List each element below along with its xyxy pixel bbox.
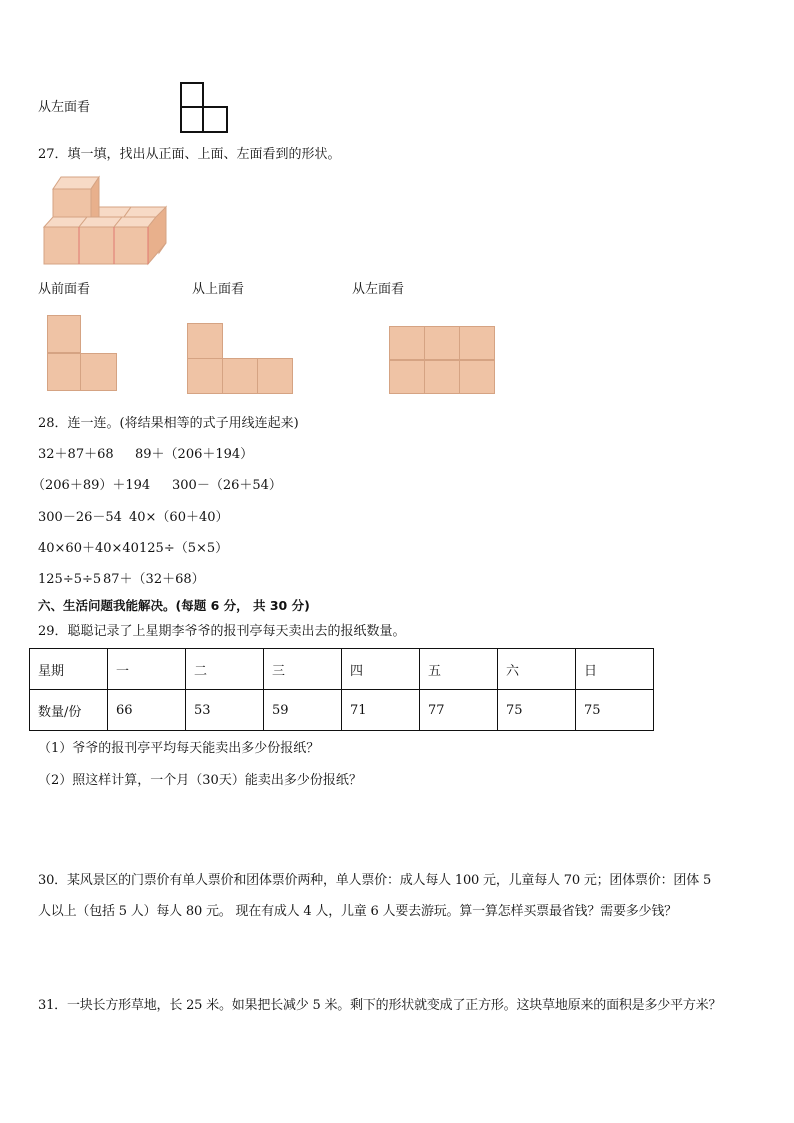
table-header-cell: 六 — [498, 649, 576, 690]
q29-subquestion-1: （1）爷爷的报刊亭平均每天能卖出多少份报纸？ — [38, 741, 320, 756]
top-view-figure — [187, 323, 293, 394]
table-cell: 66 — [108, 690, 186, 731]
q31-text: 31．一块长方形草地，长 25 米。如果把长减少 5 米。剩下的形状就变成了正方形。这块草地原来的面积是多少平方米？ — [38, 998, 722, 1013]
expr-right[interactable]: 89＋（206＋194） — [135, 447, 254, 462]
left-view-square — [180, 82, 204, 108]
q30-text-line2: 人以上（包括 5 人）每人 80 元。 现在有成人 4 人，儿童 6 人要去游玩。算一算怎样买票最省钱？需要多少钱？ — [38, 904, 677, 919]
view-square — [459, 360, 495, 394]
sales-table — [29, 648, 654, 731]
table-cell: 59 — [264, 690, 342, 731]
left-view-figure — [180, 82, 228, 133]
table-cell: 数量/份 — [30, 690, 108, 731]
expr-left[interactable]: 40×60＋40×40 — [38, 541, 139, 556]
top-view-label: 从上面看 — [192, 282, 245, 297]
q29-subquestion-2: （2）照这样计算，一个月（30天）能卖出多少份报纸？ — [38, 773, 362, 788]
left-view-label-2: 从左面看 — [352, 282, 405, 297]
section-heading: 六、生活问题我能解决。(每题 6 分， 共 30 分) — [38, 598, 310, 613]
table-cell: 77 — [420, 690, 498, 731]
q30-text-line1: 30．某风景区的门票价有单人票价和团体票价两种，单人票价：成人每人 100 元，儿童每人 70 元；团体票价：团体 5 — [38, 873, 712, 888]
table-row — [30, 690, 654, 731]
view-square — [222, 358, 258, 394]
table-header-cell: 四 — [342, 649, 420, 690]
q28-prompt: 28．连一连。(将结果相等的式子用线连起来) — [38, 416, 299, 431]
expr-left[interactable]: 125÷5÷5 — [38, 572, 102, 587]
table-header-cell: 三 — [264, 649, 342, 690]
table-header-cell: 一 — [108, 649, 186, 690]
left-view-label: 从左面看 — [38, 100, 91, 115]
q27-prompt: 27．填一填，找出从正面、上面、左面看到的形状。 — [38, 147, 341, 162]
view-square — [257, 358, 293, 394]
view-square — [424, 360, 460, 394]
table-header-cell: 星期 — [30, 649, 108, 690]
cube-face — [114, 227, 148, 264]
expr-left[interactable]: （206＋89）＋194 — [32, 478, 151, 493]
view-square — [389, 326, 425, 360]
left-view-grid-figure — [389, 326, 495, 394]
expr-right[interactable]: 87＋（32＋68） — [103, 572, 205, 587]
expr-right[interactable]: 300－（26＋54） — [172, 478, 282, 493]
view-square — [389, 360, 425, 394]
table-cell: 75 — [576, 690, 654, 731]
left-view-square — [202, 106, 228, 133]
table-cell: 75 — [498, 690, 576, 731]
expr-left[interactable]: 300－26－54 — [38, 510, 122, 525]
table-header-cell: 五 — [420, 649, 498, 690]
expr-left[interactable]: 32＋87＋68 — [38, 447, 114, 462]
table-cell: 53 — [186, 690, 264, 731]
view-square — [187, 323, 223, 359]
cube-face — [79, 227, 114, 264]
left-view-square — [180, 106, 204, 133]
front-view-label: 从前面看 — [38, 282, 91, 297]
view-square — [187, 358, 223, 394]
expr-right[interactable]: 40×（60＋40） — [129, 510, 229, 525]
view-square — [47, 315, 81, 353]
table-cell: 71 — [342, 690, 420, 731]
front-view-figure — [47, 315, 117, 391]
table-header-cell: 日 — [576, 649, 654, 690]
view-square — [459, 326, 495, 360]
cube-face — [44, 227, 79, 264]
expr-right[interactable]: 125÷（5×5） — [139, 541, 229, 556]
view-square — [80, 353, 117, 391]
q29-prompt: 29．聪聪记录了上星期李爷爷的报刊亭每天卖出去的报纸数量。 — [38, 624, 406, 639]
cube-stack-figure — [42, 173, 172, 266]
view-square — [424, 326, 460, 360]
table-header-cell: 二 — [186, 649, 264, 690]
table-row — [30, 649, 654, 690]
view-square — [47, 353, 81, 391]
